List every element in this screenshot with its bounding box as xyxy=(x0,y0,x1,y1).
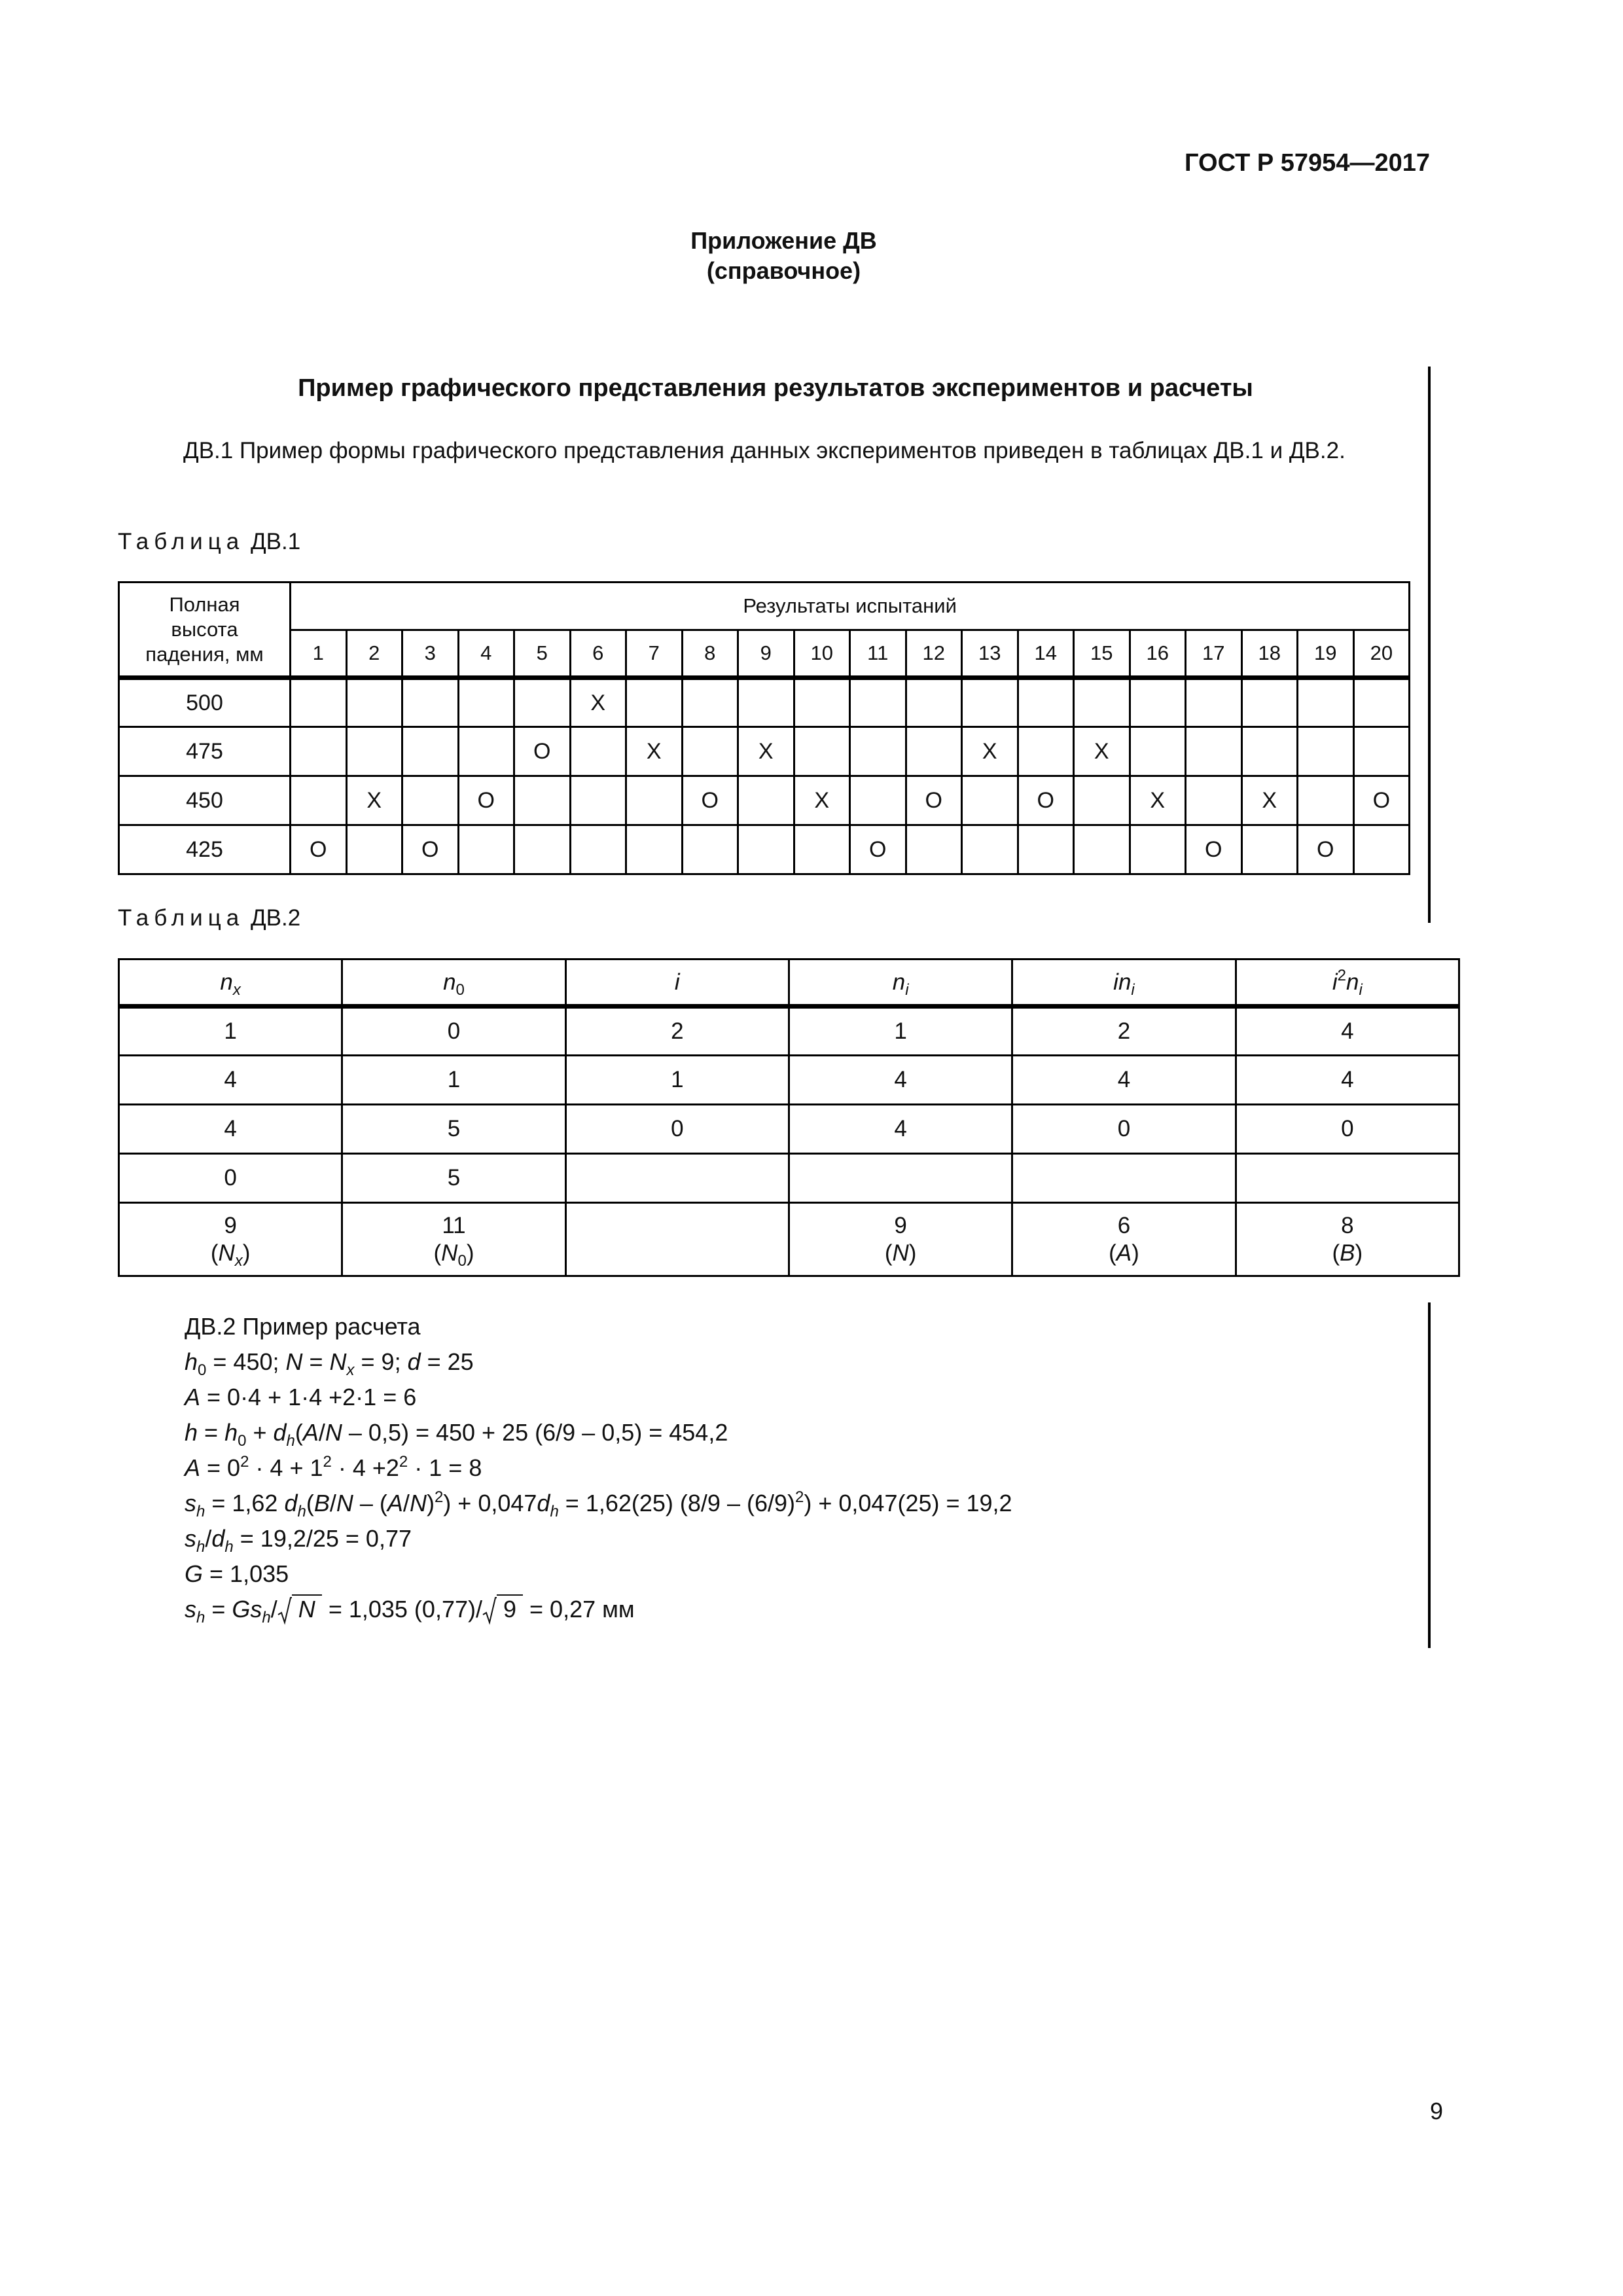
result-cell xyxy=(962,678,1018,727)
result-cell xyxy=(962,776,1018,825)
result-cell xyxy=(738,825,794,874)
result-cell xyxy=(1074,776,1130,825)
table2-cell xyxy=(1236,1154,1459,1203)
result-cell xyxy=(570,727,626,776)
result-cell xyxy=(346,678,402,727)
result-cell xyxy=(794,678,850,727)
result-cell xyxy=(626,776,683,825)
drop-height-cell: 450 xyxy=(119,776,291,825)
table2-header-cell xyxy=(565,960,789,1007)
result-cell xyxy=(906,727,962,776)
test-number-cell: 13 xyxy=(962,630,1018,678)
header-subscript: x xyxy=(232,980,241,999)
result-cell: O xyxy=(850,825,906,874)
test-number-cell: 7 xyxy=(626,630,683,678)
result-cell xyxy=(906,825,962,874)
result-cell: O xyxy=(291,825,347,874)
table2-header-cell xyxy=(789,960,1012,1007)
calc-line: $A = 0^2 \cdot 4 + 1^2 \cdot 4 +2^2 \cdot 1 = 8$ xyxy=(185,1453,482,1481)
table2-cell: 4 xyxy=(119,1105,342,1154)
header-symbol: n xyxy=(220,969,233,995)
header-subscript: i xyxy=(1359,980,1363,999)
calculation-block xyxy=(185,1309,1012,1627)
header-symbol: i xyxy=(1332,969,1338,995)
result-cell xyxy=(1241,678,1298,727)
header-subscript: i xyxy=(1131,980,1135,999)
result-cell: O xyxy=(514,727,571,776)
result-cell xyxy=(1074,678,1130,727)
result-cell xyxy=(1186,776,1242,825)
result-cell xyxy=(1130,825,1186,874)
table2-cell: 1 xyxy=(342,1056,565,1105)
result-cell xyxy=(682,678,738,727)
result-cell xyxy=(291,678,347,727)
test-number-cell: 1 xyxy=(291,630,347,678)
test-number-cell: 11 xyxy=(850,630,906,678)
table2-cell: 4 xyxy=(1236,1007,1459,1056)
appendix-heading xyxy=(0,226,1567,286)
result-cell xyxy=(906,678,962,727)
table2-cell xyxy=(789,1154,1012,1203)
header-superscript: 2 xyxy=(1337,966,1346,984)
table2-caption-id: ДВ.2 xyxy=(250,905,301,931)
result-cell xyxy=(458,825,514,874)
table2-cell: 2 xyxy=(565,1007,789,1056)
height-header-line: Полная xyxy=(169,592,240,616)
header-symbol: i xyxy=(674,969,680,995)
result-cell: X xyxy=(570,678,626,727)
result-cell: X xyxy=(626,727,683,776)
total-symbol: (N) xyxy=(884,1240,917,1266)
calculation-table xyxy=(118,958,1460,1277)
table2-totals-row xyxy=(119,1203,1459,1276)
result-cell xyxy=(402,727,459,776)
height-header-line: высота xyxy=(171,617,238,641)
result-cell xyxy=(570,776,626,825)
table2-cell: 0 xyxy=(342,1007,565,1056)
calc-line: A = 0·4 + 1·4 +2·1 = 6 xyxy=(185,1384,417,1410)
calc-line: $s_h = 1,62$ $d_h(B/N - (A/N)^2) + 0,047d_h = 1,62(25)$ $(8/9 - (6/9)^2) + 0,047(25) = 19,2$ xyxy=(185,1488,1012,1520)
table2-cell: 0 xyxy=(1012,1105,1236,1154)
table2-total-cell xyxy=(1236,1203,1459,1276)
total-symbol: (B) xyxy=(1332,1240,1363,1266)
result-cell xyxy=(1186,727,1242,776)
table2-cell: 1 xyxy=(119,1007,342,1056)
result-cell xyxy=(1298,678,1354,727)
test-number-cell: 4 xyxy=(458,630,514,678)
result-cell xyxy=(291,727,347,776)
table2-cell: 2 xyxy=(1012,1007,1236,1056)
table1-row xyxy=(119,825,1410,874)
result-cell: O xyxy=(458,776,514,825)
table2-cell: 0 xyxy=(1236,1105,1459,1154)
result-cell: X xyxy=(1074,727,1130,776)
result-cell: X xyxy=(794,776,850,825)
results-table xyxy=(118,581,1410,875)
test-number-cell: 2 xyxy=(346,630,402,678)
total-value: 9 xyxy=(224,1212,237,1238)
table2-header-cell xyxy=(1236,960,1459,1007)
result-cell: O xyxy=(1018,776,1074,825)
header-symbol: n xyxy=(1346,969,1359,995)
table2-total-cell xyxy=(1012,1203,1236,1276)
header-subscript: i xyxy=(905,980,909,999)
page-number: 9 xyxy=(1429,2098,1443,2125)
table2-header-cell xyxy=(342,960,565,1007)
calc-line: $s_h/d_h = 19,2/25 = 0,77$ xyxy=(185,1525,412,1556)
document-number: ГОСТ Р 57954—2017 xyxy=(1185,149,1430,177)
result-cell xyxy=(570,825,626,874)
table2-cell: 4 xyxy=(1236,1056,1459,1105)
test-number-cell: 9 xyxy=(738,630,794,678)
result-cell xyxy=(346,727,402,776)
test-number-cell: 10 xyxy=(794,630,850,678)
table2-cell xyxy=(1012,1154,1236,1203)
section-title: Пример графического представления результатов экспериментов и расчеты xyxy=(298,374,1253,402)
table2-cell: 1 xyxy=(789,1007,1012,1056)
result-cell xyxy=(626,678,683,727)
test-number-cell: 6 xyxy=(570,630,626,678)
result-cell: X xyxy=(346,776,402,825)
table2-header-cell xyxy=(119,960,342,1007)
result-cell: X xyxy=(962,727,1018,776)
intro-paragraph: ДВ.1 Пример формы графического представления данных экспериментов приведен в таблицах ДВ.1 и ДВ.2. xyxy=(183,438,1346,463)
result-cell xyxy=(514,825,571,874)
result-cell: X xyxy=(1241,776,1298,825)
calc-line: G = 1,035 xyxy=(185,1560,289,1587)
table2-total-cell xyxy=(789,1203,1012,1276)
test-number-cell: 15 xyxy=(1074,630,1130,678)
table2-cell: 4 xyxy=(789,1056,1012,1105)
change-bar-bottom xyxy=(1428,1302,1431,1648)
result-cell xyxy=(682,727,738,776)
result-cell: O xyxy=(906,776,962,825)
result-cell xyxy=(514,678,571,727)
appendix-subtitle: (справочное) xyxy=(706,257,861,284)
result-cell xyxy=(458,727,514,776)
results-header: Результаты испытаний xyxy=(291,583,1410,630)
result-cell xyxy=(962,825,1018,874)
result-cell xyxy=(1353,727,1410,776)
height-header-line: падения, мм xyxy=(145,642,264,666)
header-symbol: n xyxy=(892,969,906,995)
calc-line: $h_0 = 450$; $N = N_x = 9$; d = 25 xyxy=(185,1348,474,1379)
result-cell xyxy=(1130,678,1186,727)
result-cell xyxy=(402,776,459,825)
table2-cell: 0 xyxy=(119,1154,342,1203)
header-symbol: in xyxy=(1113,969,1132,995)
table2-header-row xyxy=(119,960,1459,1007)
result-cell xyxy=(1298,727,1354,776)
result-cell xyxy=(1298,776,1354,825)
table2-cell: 5 xyxy=(342,1105,565,1154)
result-cell: O xyxy=(402,825,459,874)
table1-row xyxy=(119,727,1410,776)
square-root-icon xyxy=(482,1596,497,1625)
result-cell xyxy=(794,825,850,874)
table2-header-cell xyxy=(1012,960,1236,1007)
result-cell xyxy=(1353,825,1410,874)
calc-line: $s_h = Gs_h/$ N = 1,035 (0,77)/ 9 = 0,27 мм xyxy=(185,1596,635,1626)
result-cell xyxy=(682,825,738,874)
table2-caption-word: Таблица xyxy=(118,905,245,931)
test-number-row xyxy=(119,630,1410,678)
test-number-cell: 8 xyxy=(682,630,738,678)
total-value: 8 xyxy=(1341,1212,1354,1238)
table2-row xyxy=(119,1007,1459,1056)
header-subscript: 0 xyxy=(455,980,465,999)
result-cell: O xyxy=(1186,825,1242,874)
appendix-title: Приложение ДВ xyxy=(690,227,877,254)
table2-total-cell xyxy=(565,1203,789,1276)
test-number-cell: 5 xyxy=(514,630,571,678)
result-cell xyxy=(458,678,514,727)
table2-cell: 1 xyxy=(565,1056,789,1105)
table1-header-row xyxy=(119,583,1410,630)
result-cell: X xyxy=(738,727,794,776)
calc-line: $h = h_0 + d_h(A/N - 0,5) = 450 + 25$ (6/9 – 0,5) = 454,2 xyxy=(185,1419,728,1450)
table2-cell: 0 xyxy=(565,1105,789,1154)
test-number-cell: 3 xyxy=(402,630,459,678)
table2-total-cell xyxy=(342,1203,565,1276)
table2-cell xyxy=(565,1154,789,1203)
test-number-cell: 14 xyxy=(1018,630,1074,678)
table1-caption-word: Таблица xyxy=(118,529,245,554)
drop-height-cell: 500 xyxy=(119,678,291,727)
drop-height-cell: 425 xyxy=(119,825,291,874)
test-number-cell: 20 xyxy=(1353,630,1410,678)
result-cell: O xyxy=(1298,825,1354,874)
result-cell xyxy=(514,776,571,825)
table2-caption xyxy=(118,905,300,931)
result-cell xyxy=(1241,825,1298,874)
result-cell xyxy=(850,776,906,825)
result-cell xyxy=(794,727,850,776)
table2-cell: 4 xyxy=(789,1105,1012,1154)
result-cell xyxy=(850,678,906,727)
square-root-icon xyxy=(277,1596,292,1625)
table1-caption-id: ДВ.1 xyxy=(250,529,301,554)
table2-total-cell xyxy=(119,1203,342,1276)
result-cell xyxy=(402,678,459,727)
drop-height-cell: 475 xyxy=(119,727,291,776)
height-header-cell xyxy=(119,583,291,678)
total-symbol: (A) xyxy=(1109,1240,1139,1266)
table1-caption xyxy=(118,529,300,555)
result-cell xyxy=(1018,825,1074,874)
result-cell xyxy=(1186,678,1242,727)
calculation-title: ДВ.2 Пример расчета xyxy=(185,1313,421,1340)
total-symbol: $(N_0)$ xyxy=(433,1240,474,1270)
test-number-cell: 16 xyxy=(1130,630,1186,678)
table1-row xyxy=(119,678,1410,727)
result-cell: O xyxy=(682,776,738,825)
header-symbol: n xyxy=(443,969,456,995)
result-cell xyxy=(1241,727,1298,776)
result-cell xyxy=(291,776,347,825)
result-cell: X xyxy=(1130,776,1186,825)
table2-row xyxy=(119,1105,1459,1154)
table2-cell: 4 xyxy=(1012,1056,1236,1105)
result-cell xyxy=(738,678,794,727)
test-number-cell: 12 xyxy=(906,630,962,678)
table2-row xyxy=(119,1154,1459,1203)
total-symbol: $(N_x)$ xyxy=(210,1240,251,1270)
result-cell xyxy=(346,825,402,874)
result-cell xyxy=(1074,825,1130,874)
test-number-cell: 19 xyxy=(1298,630,1354,678)
table2-cell: 5 xyxy=(342,1154,565,1203)
change-bar-top xyxy=(1428,367,1431,923)
result-cell: O xyxy=(1353,776,1410,825)
result-cell xyxy=(1018,678,1074,727)
result-cell xyxy=(738,776,794,825)
total-value: 9 xyxy=(894,1212,907,1238)
test-number-cell: 18 xyxy=(1241,630,1298,678)
result-cell xyxy=(1018,727,1074,776)
result-cell xyxy=(850,727,906,776)
result-cell xyxy=(1353,678,1410,727)
result-cell xyxy=(626,825,683,874)
table1-row xyxy=(119,776,1410,825)
table2-cell: 4 xyxy=(119,1056,342,1105)
test-number-cell: 17 xyxy=(1186,630,1242,678)
table2-row xyxy=(119,1056,1459,1105)
total-value: 6 xyxy=(1117,1212,1131,1238)
result-cell xyxy=(1130,727,1186,776)
total-value: 11 xyxy=(442,1212,466,1238)
